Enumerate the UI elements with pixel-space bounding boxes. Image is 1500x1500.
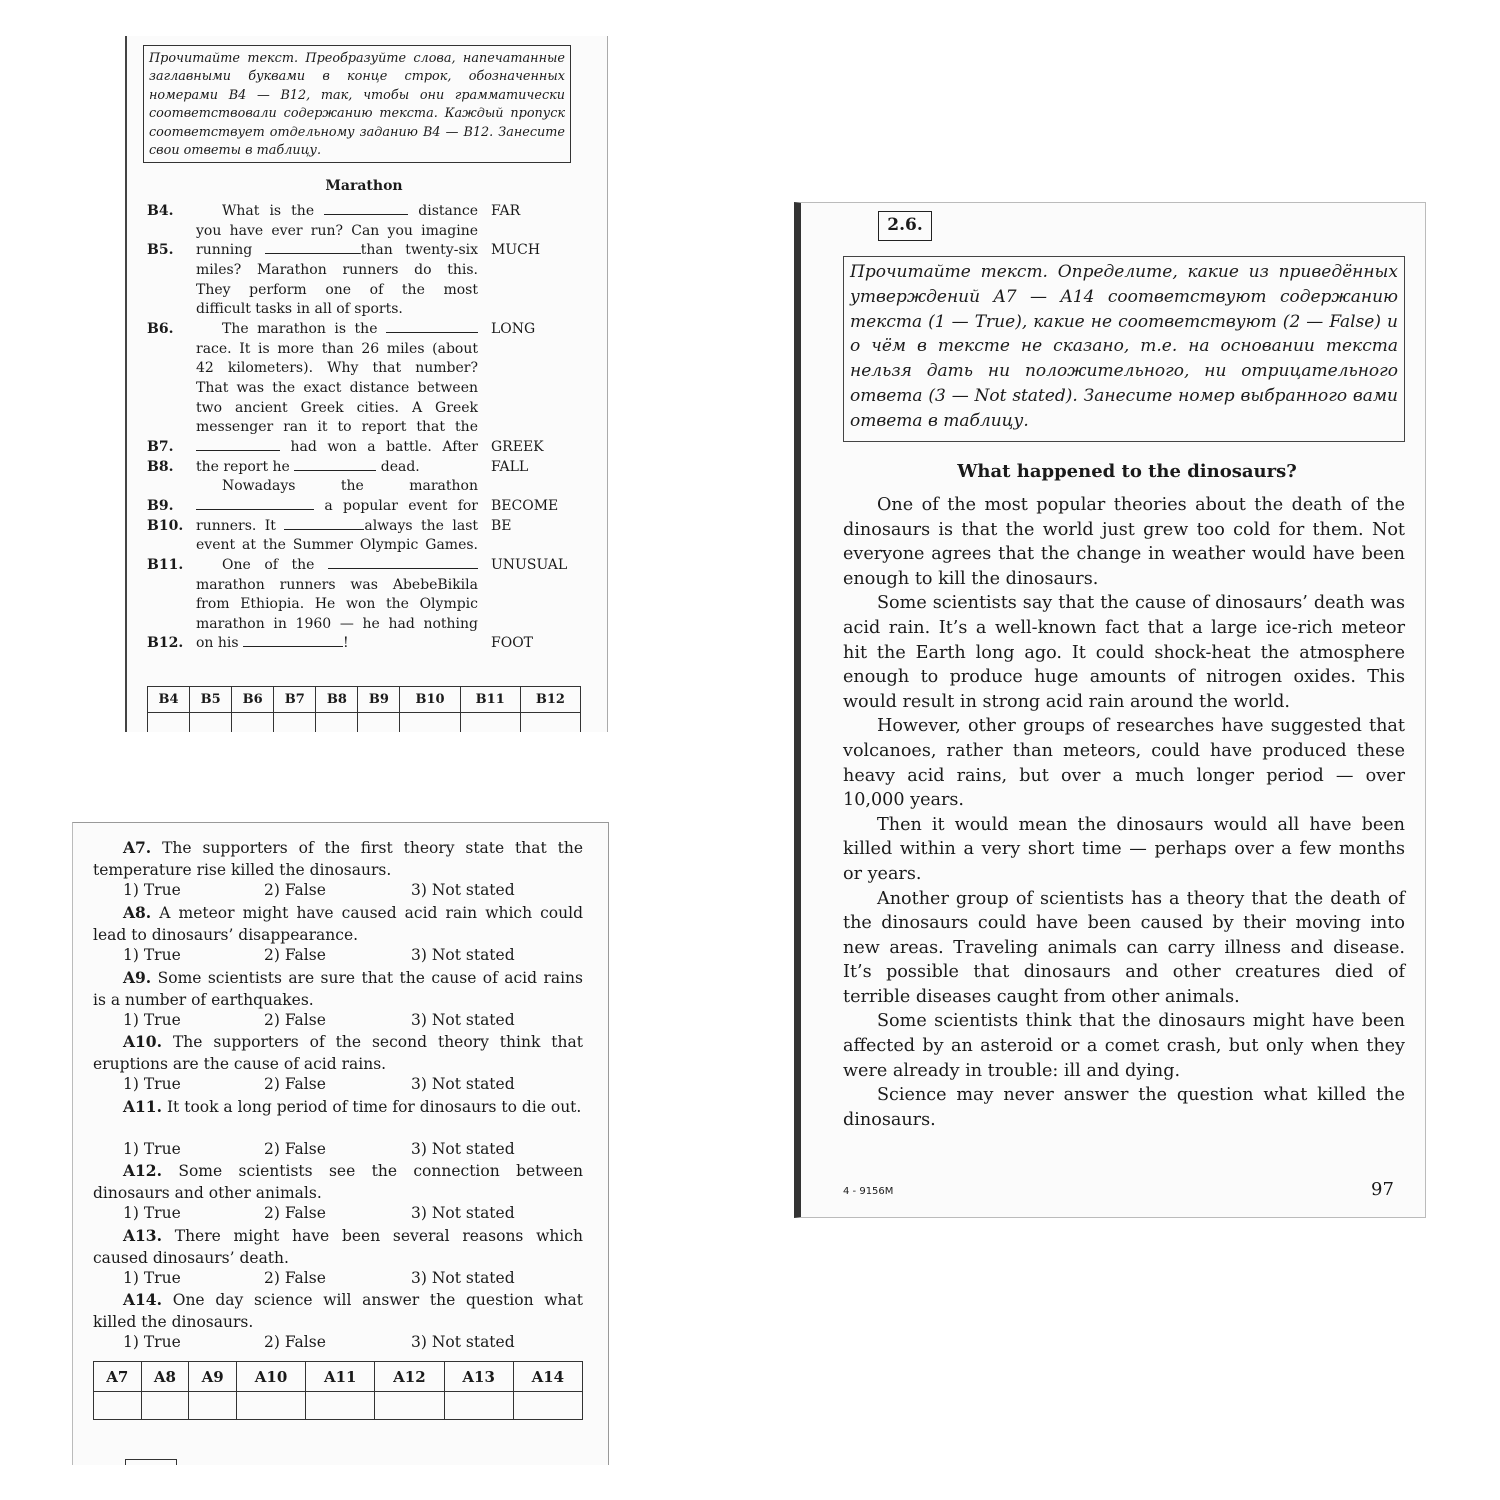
option-not-stated[interactable]: 3) Not stated: [411, 1075, 515, 1093]
answer-cell[interactable]: [274, 713, 316, 733]
line-text: marathon in 1960 — he had nothing: [196, 616, 478, 632]
line-text: event at the Summer Olympic Games.: [196, 537, 478, 553]
line-text: What is the distance: [222, 203, 479, 219]
key-word: FAR: [491, 203, 521, 219]
task-label: B10.: [147, 518, 184, 534]
line-text: One of the: [196, 556, 478, 576]
option-true[interactable]: 1) True: [123, 1269, 181, 1287]
question-a12: A12. Some scientists see the connection between dinosaurs and other animals.: [93, 1161, 583, 1202]
task-label: B4.: [147, 203, 174, 219]
line-text: 42 kilometers). Why that number?: [196, 360, 478, 376]
table-header: A9: [189, 1362, 237, 1392]
paragraph: Then it would mean the dinosaurs would all have been killed within a very short time — perhaps over a few months or years.: [843, 814, 1405, 884]
option-not-stated[interactable]: 3) Not stated: [411, 1204, 515, 1222]
question-a11: A11. It took a long period of time for dinosaurs to die out.: [123, 1097, 582, 1116]
task-label: B11.: [147, 557, 184, 573]
table-header: A12: [375, 1362, 444, 1392]
answer-table-a: [93, 1361, 583, 1420]
page-number: 97: [1371, 1179, 1394, 1200]
table-header: A11: [306, 1362, 375, 1392]
question-a13: A13. There might have been several reasons which caused dinosaurs’ death.: [93, 1226, 583, 1267]
paragraph: One of the most popular theories about the death of the dinosaurs is that the world just grew too cold for them. Not everyone agrees that the change in weather would have been enough to kill the dinosaurs.: [843, 495, 1405, 589]
table-header: B12: [520, 687, 580, 713]
answer-cell[interactable]: [190, 713, 232, 733]
option-not-stated[interactable]: 3) Not stated: [411, 1333, 515, 1351]
marathon-instruction: Прочитайте текст. Преобразуйте слова, напечатанные заглавными буквами в конце строк, обозначенных номерами B4 — B12, так, чтобы они грамматически соответствовали содержанию текста. Каждый пропуск соответствует отдельному заданию B4 — B12. Занесите свои ответы в таблицу.: [143, 45, 571, 163]
answer-cell[interactable]: [460, 713, 520, 733]
line-text: messenger ran it to report that the: [196, 419, 478, 435]
option-true[interactable]: 1) True: [123, 1204, 181, 1222]
paragraph: Science may never answer the question what killed the dinosaurs.: [843, 1085, 1405, 1130]
line-text: you have ever run? Can you imagine: [196, 223, 478, 239]
line-text: runners. It always the last: [196, 518, 478, 534]
option-false[interactable]: 2) False: [264, 1333, 326, 1351]
marathon-page: [125, 36, 608, 732]
option-not-stated[interactable]: 3) Not stated: [411, 1269, 515, 1287]
option-false[interactable]: 2) False: [264, 1204, 326, 1222]
answer-cell[interactable]: [189, 1392, 237, 1420]
option-not-stated[interactable]: 3) Not stated: [411, 946, 515, 964]
table-header: B5: [190, 687, 232, 713]
option-true[interactable]: 1) True: [123, 1011, 181, 1029]
paragraph: Some scientists think that the dinosaurs might have been affected by an asteroid or a comet crash, but only when they were already in trouble: ill and dying.: [843, 1011, 1405, 1081]
option-true[interactable]: 1) True: [123, 1140, 181, 1158]
key-word: MUCH: [491, 242, 541, 258]
option-false[interactable]: 2) False: [264, 1140, 326, 1158]
task-label: B8.: [147, 459, 174, 475]
question-a7: A7. The supporters of the first theory state that the temperature rise killed the dinosaurs.: [93, 838, 583, 879]
answer-cell[interactable]: [513, 1392, 582, 1420]
line-text: The marathon is the: [196, 320, 478, 340]
answer-table-b: [147, 686, 581, 732]
option-false[interactable]: 2) False: [264, 946, 326, 964]
line-text: on his !: [196, 635, 349, 651]
key-word: LONG: [491, 321, 536, 337]
key-word: BE: [491, 518, 512, 534]
answer-cell[interactable]: [236, 1392, 305, 1420]
dinosaurs-instruction: Прочитайте текст. Определите, какие из приведённых утверждений A7 — A14 соответствуют содержанию текста (1 — True), какие не соответствуют (2 — False) и о чём в тексте не сказано, т.е. на основании текста нельзя дать ни положительного, ни отрицательного ответа (3 — Not stated). Занесите номер выбранного вами ответа в таблицу.: [843, 256, 1405, 442]
option-true[interactable]: 1) True: [123, 946, 181, 964]
answer-cell[interactable]: [141, 1392, 189, 1420]
marathon-title: Marathon: [325, 178, 403, 194]
answer-cell[interactable]: [375, 1392, 444, 1420]
answer-cell[interactable]: [148, 713, 190, 733]
line-text: a popular event for: [196, 497, 478, 517]
question-a9: A9. Some scientists are sure that the cause of acid rains is a number of earthquakes.: [93, 968, 583, 1009]
paragraph: However, other groups of researches have suggested that volcanoes, rather than meteors, could have produced these heavy acid rains, but over a much longer period — over 10,000 years.: [843, 716, 1405, 811]
option-not-stated[interactable]: 3) Not stated: [411, 1140, 515, 1158]
answer-cell[interactable]: [316, 713, 358, 733]
line-text: They perform one of the most: [196, 282, 478, 298]
option-not-stated[interactable]: 3) Not stated: [411, 1011, 515, 1029]
option-false[interactable]: 2) False: [264, 1011, 326, 1029]
answer-cell[interactable]: [444, 1392, 513, 1420]
print-code: 4 - 9156M: [843, 1186, 894, 1197]
key-word: FOOT: [491, 635, 534, 651]
line-text: running than twenty-six: [196, 242, 478, 258]
key-word: UNUSUAL: [491, 557, 568, 573]
line-text: Nowadays the marathon: [222, 478, 478, 494]
line-text: difficult tasks in all of sports.: [196, 301, 403, 317]
line-text: race. It is more than 26 miles (about: [196, 341, 478, 357]
line-text: had won a battle. After: [196, 438, 478, 458]
exercise-number: 2.6.: [878, 211, 932, 241]
answer-cell[interactable]: [232, 713, 274, 733]
paragraph: Some scientists say that the cause of dinosaurs’ death was acid rain. It’s a well-known fact that a large ice-rich meteor hit the Earth long ago. It could shock-heat the atmosphere enough to produce huge amounts of nitrogen oxides. This would result in strong acid rain around the world.: [843, 593, 1405, 712]
table-header: B8: [316, 687, 358, 713]
option-false[interactable]: 2) False: [264, 881, 326, 899]
key-word: FALL: [491, 459, 529, 475]
table-header: B11: [460, 687, 520, 713]
paragraph: Another group of scientists has a theory that the death of the dinosaurs could have been caused by their moving into new areas. Traveling animals can carry illness and disease. It’s possible that dinosaurs and other creatures died of terrible diseases caught from other animals.: [843, 888, 1405, 1007]
task-label: B12.: [147, 635, 184, 651]
option-false[interactable]: 2) False: [264, 1269, 326, 1287]
task-label: B6.: [147, 321, 174, 337]
dinosaurs-text: [843, 493, 1405, 1132]
answer-cell[interactable]: [94, 1392, 142, 1420]
table-header: A8: [141, 1362, 189, 1392]
dinosaurs-title: What happened to the dinosaurs?: [957, 461, 1297, 482]
key-word: GREEK: [491, 439, 544, 455]
line-text: That was the exact distance between: [196, 380, 478, 396]
option-true[interactable]: 1) True: [123, 881, 181, 899]
option-true[interactable]: 1) True: [123, 1333, 181, 1351]
key-word: BECOME: [491, 498, 559, 514]
answer-cell[interactable]: [400, 713, 460, 733]
option-false[interactable]: 2) False: [264, 1075, 326, 1093]
question-a14: A14. One day science will answer the question what killed the dinosaurs.: [93, 1290, 583, 1331]
table-header: B9: [358, 687, 400, 713]
table-header: B7: [274, 687, 316, 713]
table-header: B6: [232, 687, 274, 713]
answer-cell[interactable]: [520, 713, 580, 733]
table-header: A10: [236, 1362, 305, 1392]
question-a10: A10. The supporters of the second theory think that eruptions are the cause of acid rains.: [93, 1032, 583, 1073]
task-label: B5.: [147, 242, 174, 258]
table-header: B10: [400, 687, 460, 713]
answer-cell[interactable]: [306, 1392, 375, 1420]
line-text: miles? Marathon runners do this.: [196, 262, 478, 278]
task-label: B9.: [147, 498, 174, 514]
table-header: B4: [148, 687, 190, 713]
table-header: A13: [444, 1362, 513, 1392]
table-header: A14: [513, 1362, 582, 1392]
line-text: marathon runners was AbebeBikila: [196, 577, 478, 593]
line-text: two ancient Greek cities. A Greek: [196, 400, 478, 416]
page-number-box: [125, 1459, 177, 1465]
questions-page: [72, 822, 609, 1465]
line-text: the report he dead.: [196, 459, 420, 475]
option-true[interactable]: 1) True: [123, 1075, 181, 1093]
line-text: from Ethiopia. He won the Olympic: [196, 596, 478, 612]
answer-cell[interactable]: [358, 713, 400, 733]
dinosaurs-page: [794, 202, 1426, 1218]
table-header: A7: [94, 1362, 142, 1392]
question-a8: A8. A meteor might have caused acid rain which could lead to dinosaurs’ disappearance.: [93, 903, 583, 944]
option-not-stated[interactable]: 3) Not stated: [411, 881, 515, 899]
task-label: B7.: [147, 439, 174, 455]
